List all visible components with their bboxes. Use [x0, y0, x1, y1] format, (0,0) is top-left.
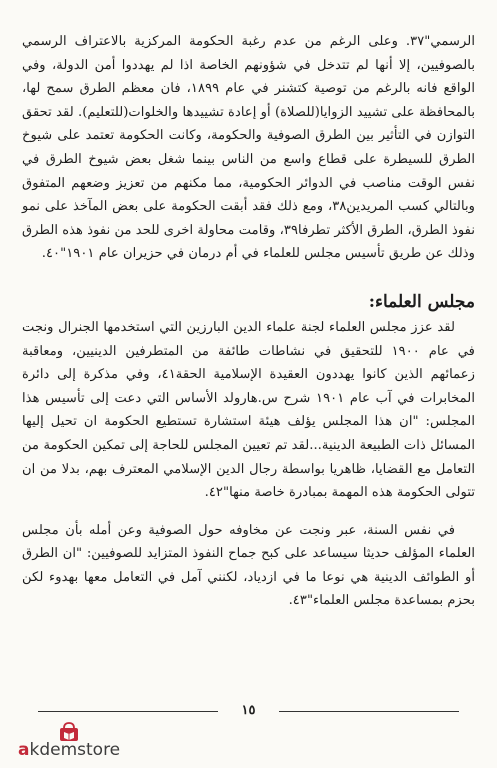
- store-logo: [18, 722, 178, 762]
- logo-accent-letter: a: [18, 740, 30, 760]
- logo-wordmark: [18, 740, 120, 760]
- body-paragraph: الرسمي"٣٧. وعلى الرغم من عدم رغبة الحكومة المركزية بالاعتراف الرسمي بالصوفيين، إلا أنها لم تتدخل في شؤونهم الخاصة اذا لم يهددوا أمن الدولة، وفي الواقع فانه بالرغم من توصية كتشنر في عام ١٨٩٩، فان معظم الطرق سمح لها، بالمحافظة على تشييد الزوايا(للصلاة) أو إعادة تشييدها والخلوات(للتعليم). لقد تحقق التوازن في التأثير بين الطرق الصوفية والحكومة، وكانت الحكومة تعتمد على شيوخ الطرق للسيطرة على قطاع واسع من الناس بينما شغل بعض شيوخ الطرق في نفس الوقت مناصب في الدوائر الحكومية، مما مكنهم من تعزيز وضعهم المتفوق وبالتالي كسب المريدين٣٨، ومع ذلك فقد أبقت الحكومة على بعض المآخذ على نمو نفوذ الطرق، الطرق الأكثر تطرفا٣٩، وقامت محاولة اخرى للحد من نفوذ هذه الطرق وذلك عن طريق تأسيس مجلس للعلماء في أم درمان في حزيران عام ١٩٠١"٤٠.: [22, 34, 476, 262]
- section-heading: مجلس العلماء:: [368, 291, 475, 312]
- body-paragraph: لقد عزز مجلس العلماء لجنة علماء الدين البارزين التي استخدمها الجنرال ونجت في عام ١٩٠٠ للتحقيق في نشاطات طائفة من المتطرفين الدينيين، ومعاقبة زعمائهم الذين كانوا يهددون العقيدة الإسلامية الحقة٤١، وفي مذكرة إلى دائرة المخابرات في آب عام ١٩٠١ شرح س.هارولد الأساس التي دعت إلى تأسيس هذا المجلس: "ان هذا المجلس يؤلف هيئة استشارة تستطيع الحكومة ان تحيل إليها المسائل ذات الطبيعة الدينية...لقد تم تعيين المجلس للحاجة إلى تمكين الحكومة من التعامل مع القضايا، ظاهريا بواسطة رجال الدين الإسلامي المعترف بهم، بدلا من ان تتولى الحكومة هذه المهمة بمبادرة خاصة منها"٤٢.: [22, 319, 475, 501]
- bag-book-icon: [58, 722, 80, 742]
- logo-rest-text: kdemstore: [29, 740, 121, 760]
- page-number: ١٥: [241, 703, 256, 718]
- body-paragraph: في نفس السنة، عبر ونجت عن مخاوفه حول الصوفية وعن أمله بأن مجلس العلماء المؤلف حديثا سيساعد على كبح جماح النفوذ المتزايد للصوفيين: "ان الطرق أو الطوائف الدينية هي نوعا ما في ازدياد، لكنني آمل في التعامل معها بهدوء لكن بحزم بمساعدة مجلس العلماء"٤٣.: [22, 522, 475, 609]
- page-body: [22, 30, 475, 613]
- page-footer: [38, 703, 459, 719]
